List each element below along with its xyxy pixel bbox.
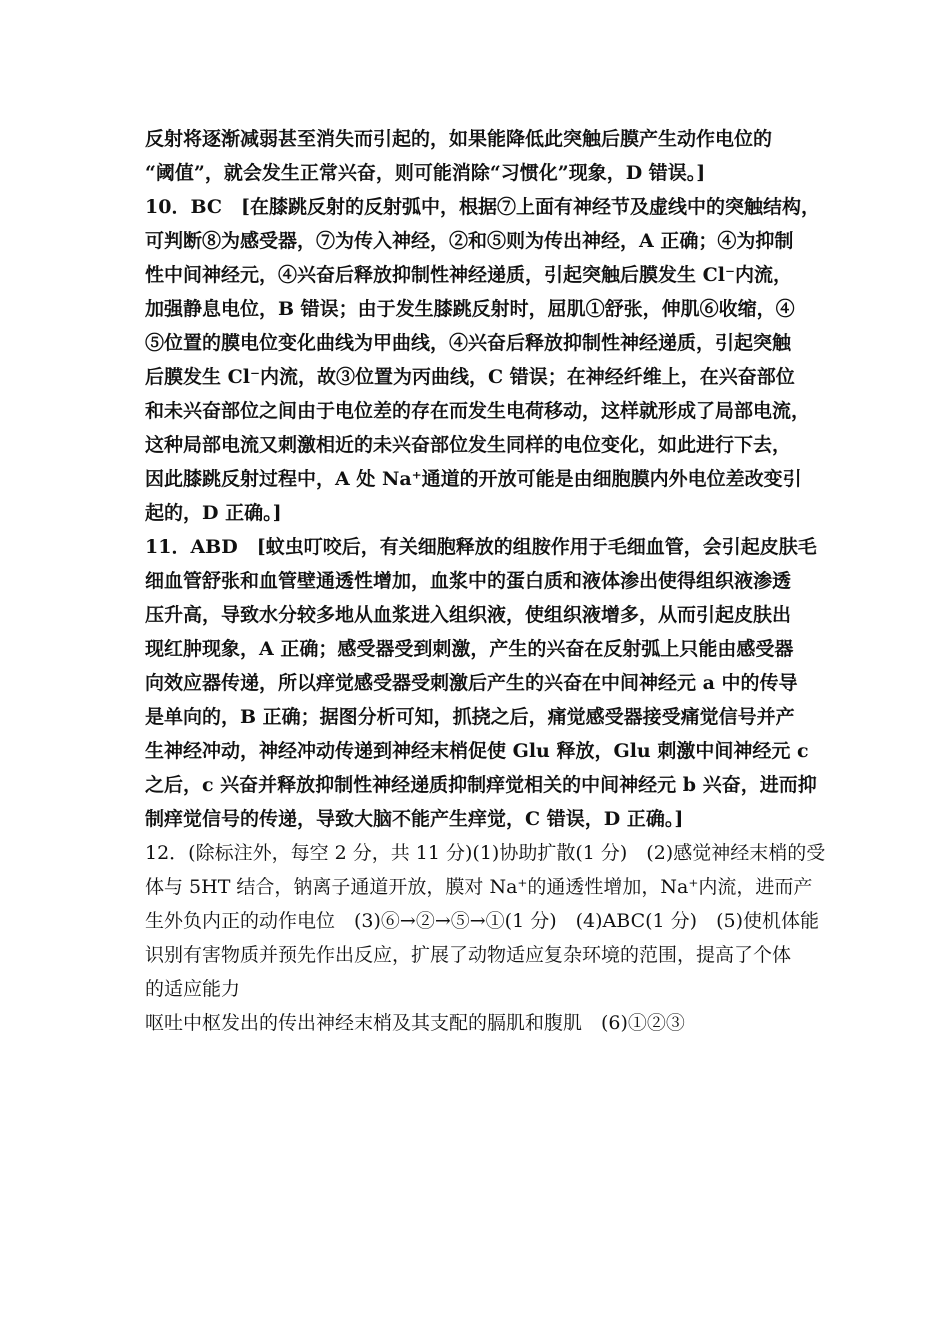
text-line: 加强静息电位，B 错误；由于发生膝跳反射时，屈肌①舒张，伸肌⑥收缩，④ bbox=[145, 298, 795, 320]
text-line: 细血管舒张和血管壁通透性增加，血浆中的蛋白质和液体渗出使得组织液渗透 bbox=[145, 570, 792, 592]
text-line: 向效应器传递，所以痒觉感受器受刺激后产生的兴奋在中间神经元 a 中的传导 bbox=[145, 672, 798, 694]
text-line: 体与 5HT 结合，钠离子通道开放，膜对 Na⁺的通透性增加，Na⁺内流，进而产 bbox=[145, 876, 813, 898]
text-line: 的适应能力 bbox=[145, 978, 241, 1000]
text-line: 11．ABD [蚊虫叮咬后，有关细胞释放的组胺作用于毛细血管，会引起皮肤毛 bbox=[145, 536, 817, 558]
text-line: 生神经冲动，神经冲动传递到神经末梢促使 Glu 释放，Glu 刺激中间神经元 c bbox=[145, 740, 809, 762]
answer-page bbox=[145, 122, 826, 1040]
text-line: 之后，c 兴奋并释放抑制性神经递质抑制痒觉相关的中间神经元 b 兴奋，进而抑 bbox=[145, 774, 817, 796]
text-line: 后膜发生 Cl⁻内流，故③位置为丙曲线，C 错误；在神经纤维上，在兴奋部位 bbox=[145, 366, 795, 388]
text-line: “阈值”，就会发生正常兴奋，则可能消除“习惯化”现象，D 错误。] bbox=[145, 162, 706, 184]
text-line: 反射将逐渐减弱甚至消失而引起的，如果能降低此突触后膜产生动作电位的 bbox=[145, 128, 773, 150]
answer-q9-continuation bbox=[145, 122, 817, 190]
text-line: 10．BC [在膝跳反射的反射弧中，根据⑦上面有神经节及虚线中的突触结构， bbox=[145, 196, 820, 218]
text-line: 呕吐中枢发出的传出神经末梢及其支配的膈肌和腹肌 (6)①②③ bbox=[145, 1012, 685, 1034]
text-line: 制痒觉信号的传递，导致大脑不能产生痒觉，C 错误，D 正确。] bbox=[145, 808, 684, 830]
answer-q11 bbox=[145, 530, 817, 836]
text-line: 现红肿现象，A 正确；感受器受到刺激，产生的兴奋在反射弧上只能由感受器 bbox=[145, 638, 794, 660]
text-line: 生外负内正的动作电位 (3)⑥→②→⑤→①(1 分) (4)ABC(1 分) (5)使机体能 bbox=[145, 910, 819, 932]
text-line: 可判断⑧为感受器，⑦为传入神经，②和⑤则为传出神经，A 正确；④为抑制 bbox=[145, 230, 794, 252]
text-line: ⑤位置的膜电位变化曲线为甲曲线，④兴奋后释放抑制性神经递质，引起突触 bbox=[145, 332, 792, 354]
text-line: 起的，D 正确。] bbox=[145, 502, 282, 524]
text-line: 识别有害物质并预先作出反应，扩展了动物适应复杂环境的范围，提高了个体 bbox=[145, 944, 792, 966]
text-line: 这种局部电流又刺激相近的未兴奋部位发生同样的电位变化，如此进行下去， bbox=[145, 434, 792, 456]
text-line: 因此膝跳反射过程中，A 处 Na⁺通道的开放可能是由细胞膜内外电位差改变引 bbox=[145, 468, 802, 490]
answer-q10 bbox=[145, 190, 820, 530]
text-line: 和未兴奋部位之间由于电位差的存在而发生电荷移动，这样就形成了局部电流， bbox=[145, 400, 811, 422]
text-line: 性中间神经元，④兴奋后释放抑制性神经递质，引起突触后膜发生 Cl⁻内流， bbox=[145, 264, 792, 286]
text-line: 是单向的，B 正确；据图分析可知，抓挠之后，痛觉感受器接受痛觉信号并产 bbox=[145, 706, 795, 728]
text-line: 12．(除标注外，每空 2 分，共 11 分)(1)协助扩散(1 分) (2)感觉神经末梢的受 bbox=[145, 842, 826, 864]
text-line: 压升高，导致水分较多地从血浆进入组织液，使组织液增多，从而引起皮肤出 bbox=[145, 604, 792, 626]
answer-q12 bbox=[145, 836, 826, 1040]
